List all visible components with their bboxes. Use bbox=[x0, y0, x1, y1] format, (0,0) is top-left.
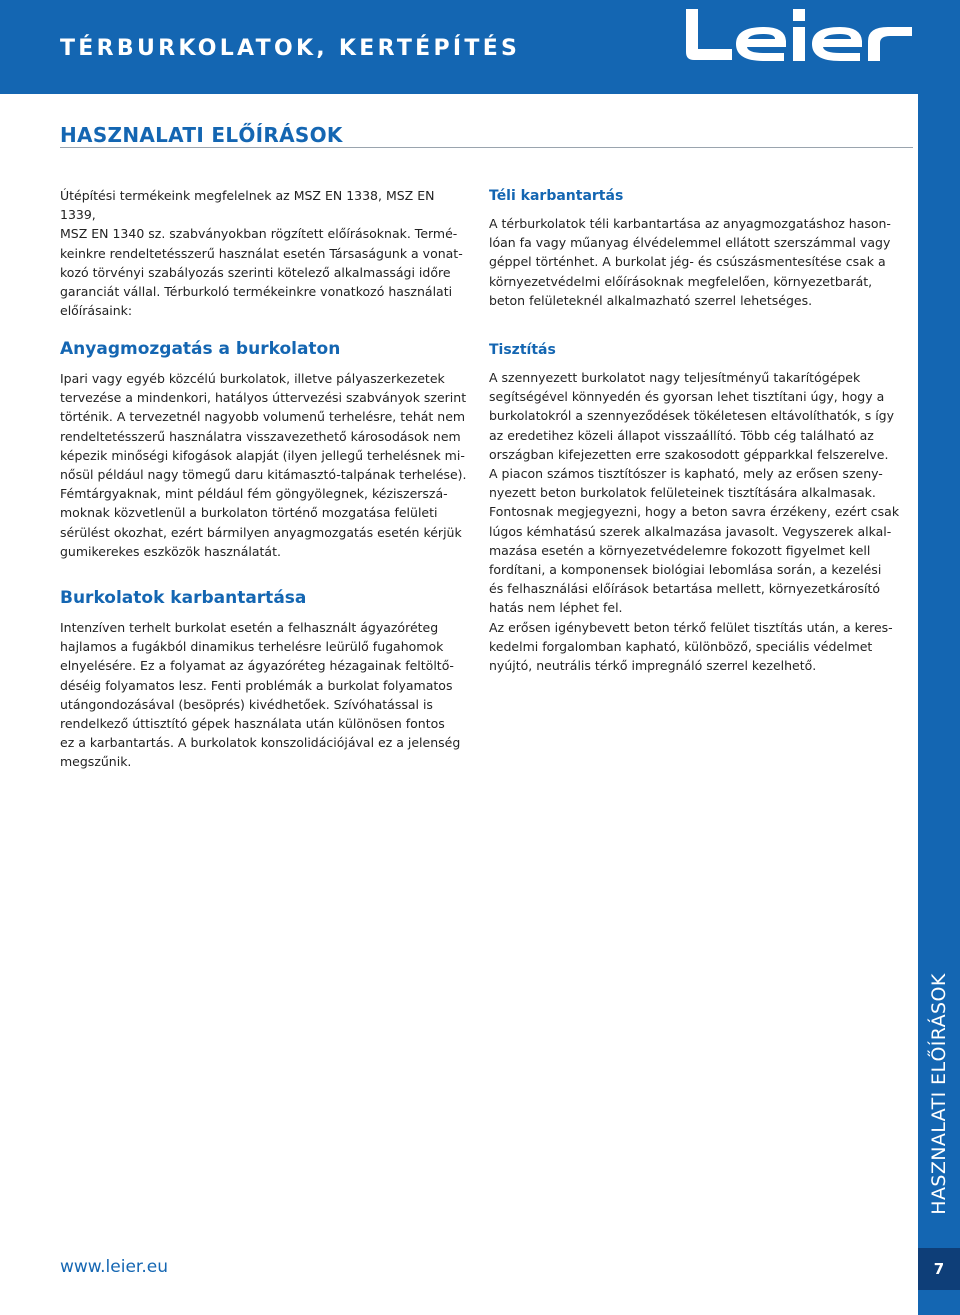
handling-line: történik. A tervezetnél nagyobb volumenű terhelésre, tehát nem bbox=[60, 409, 466, 425]
handling-line: Ipari vagy egyéb közcélú burkolatok, illetve pályaszerkezetek bbox=[60, 371, 445, 386]
winter-line: géppel történhet. A burkolat jég- és csúszásmentesítése csak a bbox=[489, 254, 886, 270]
winter-block bbox=[489, 188, 904, 310]
cleaning-line: burkolatokról a szennyeződések tökéletesen eltávolíthatók, s így bbox=[489, 408, 895, 424]
cleaning-line: A piacon számos tisztítószer is kapható, mely az erősen szeny- bbox=[489, 466, 883, 482]
winter-line: beton felületeknél alkalmazható szerrel lehetséges. bbox=[489, 292, 813, 308]
handling-line: rendeltetésszerű használatra visszavezethető károsodások nem bbox=[60, 428, 461, 444]
handling-line: képezik minőségi kifogások alapját (ilyen jellegű terhelésnek mi- bbox=[60, 447, 465, 463]
winter-line: A térburkolatok téli karbantartása az anyagmozgatáshoz hason- bbox=[489, 216, 891, 231]
maintenance-line: déséig folyamatos lesz. Fenti problémák a burkolat folyamatos bbox=[60, 677, 453, 693]
handling-heading: Anyagmozgatás a burkolaton bbox=[60, 339, 341, 359]
cleaning-line: segítségével könnyedén és gyorsan lehet tisztítani úgy, hogy a bbox=[489, 389, 885, 405]
intro-line: Útépítési termékeink megfelelnek az MSZ EN 1338, MSZ EN 1339, bbox=[60, 188, 435, 223]
cleaning-block bbox=[489, 342, 904, 675]
maintenance-line: ez a karbantartás. A burkolatok konszolidációjával ez a jelenség bbox=[60, 735, 461, 751]
cleaning-line: hatás nem léphet fel. bbox=[489, 600, 623, 616]
maintenance-line: rendelkező úttisztító gépek használata után különösen fontos bbox=[60, 716, 445, 732]
leier-logo bbox=[680, 3, 920, 65]
handling-line: nősül például nagy tömegű daru kitámasztó-talpának terhelése). bbox=[60, 467, 467, 483]
page-number: 7 bbox=[918, 1248, 960, 1290]
cleaning-line: nyújtó, neutrális térkő impregnáló szerrel kezelhető. bbox=[489, 658, 817, 674]
intro-block bbox=[60, 186, 470, 320]
intro-line: garanciát vállal. Térburkoló termékeinkre vonatkozó használati bbox=[60, 284, 453, 300]
section-title: HASZNALATI ELŐÍRÁSOK bbox=[60, 123, 343, 147]
cleaning-heading: Tisztítás bbox=[489, 342, 556, 358]
handling-line: sérülést okozhat, ezért bármilyen anyagmozgatás esetén kérjük bbox=[60, 524, 462, 540]
intro-line: keinkre rendeltetésszerű használat esetén Társaságunk a vonat- bbox=[60, 245, 463, 261]
handling-line: tervezése a mindenkori, hatályos úttervezési szabványok szerint bbox=[60, 390, 467, 406]
cleaning-line: és felhasználási előírások betartása mellett, környezetkárosító bbox=[489, 581, 881, 597]
cleaning-line: lúgos kémhatású szerek alkalmazása javasolt. Vegyszerek alkal- bbox=[489, 523, 892, 539]
maintenance-block bbox=[60, 588, 470, 772]
handling-line: moknak közvetlenül a burkolaton történő mozgatása felületi bbox=[60, 505, 438, 521]
maintenance-line: utángondozásával (besöprés) kivédhetőek. Szívóhatással is bbox=[60, 696, 433, 712]
maintenance-line: elnyelésére. Ez a folyamat az ágyazóréteg hézagainak feltöltő- bbox=[60, 658, 454, 674]
cleaning-line: országban kifejezetten erre szakosodott gépparkkal felszerelve. bbox=[489, 446, 889, 462]
header-bar bbox=[0, 0, 960, 94]
maintenance-line: Intenzíven terhelt burkolat esetén a felhasznált ágyazóréteg bbox=[60, 620, 439, 635]
intro-line: MSZ EN 1340 sz. szabványokban rögzített előírásoknak. Termé- bbox=[60, 226, 458, 242]
cleaning-line: az eredetihez közeli állapot visszaállító. Több cég található az bbox=[489, 427, 874, 443]
intro-line: kozó törvényi szabályozás szerinti kötelező alkalmassági időre bbox=[60, 264, 451, 280]
winter-line: környezetvédelmi előírásoknak megfelelően, környezetbarát, bbox=[489, 273, 873, 289]
cleaning-line: kedelmi forgalomban kapható, különböző, speciális védelmet bbox=[489, 638, 873, 654]
handling-block bbox=[60, 339, 470, 561]
maintenance-heading: Burkolatok karbantartása bbox=[60, 588, 307, 608]
vertical-section-label: HASZNALATI ELŐÍRÁSOK bbox=[928, 973, 950, 1215]
cleaning-line: mazása esetén a környezetvédelemre fokozott figyelmet kell bbox=[489, 542, 871, 558]
winter-heading: Téli karbantartás bbox=[489, 188, 624, 204]
side-bar bbox=[918, 94, 960, 1315]
cleaning-line: Fontosnak megjegyezni, hogy a beton savra érzékeny, ezért csak bbox=[489, 504, 900, 520]
cleaning-line: nyezett beton burkolatok felületeinek tisztítására alkalmasak. bbox=[489, 485, 876, 501]
vertical-label-wrap bbox=[918, 94, 960, 1315]
handling-line: gumikerekes eszközök használatát. bbox=[60, 543, 281, 559]
intro-line: előírásaink: bbox=[60, 303, 133, 319]
maintenance-line: megszűnik. bbox=[60, 754, 132, 770]
cleaning-line: A szennyezett burkolatot nagy teljesítményű takarítógépek bbox=[489, 370, 861, 385]
handling-line: Fémtárgyaknak, mint például fém göngyölegnek, kéziszerszá- bbox=[60, 486, 448, 502]
winter-line: lóan fa vagy műanyag élvédelemmel ellátott szerszámmal vagy bbox=[489, 235, 891, 251]
cleaning-line: fordítani, a komponensek biológiai lebomlása során, a kezelési bbox=[489, 562, 882, 578]
section-divider bbox=[60, 147, 913, 148]
cleaning-line: Az erősen igénybevett beton térkő felület tisztítás után, a keres- bbox=[489, 619, 893, 635]
header-title: TÉRBURKOLATOK, KERTÉPÍTÉS bbox=[60, 36, 521, 61]
footer-website-link[interactable]: www.leier.eu bbox=[60, 1257, 168, 1277]
maintenance-line: hajlamos a fugákból dinamikus terhelésre leürülő fugahomok bbox=[60, 639, 444, 655]
